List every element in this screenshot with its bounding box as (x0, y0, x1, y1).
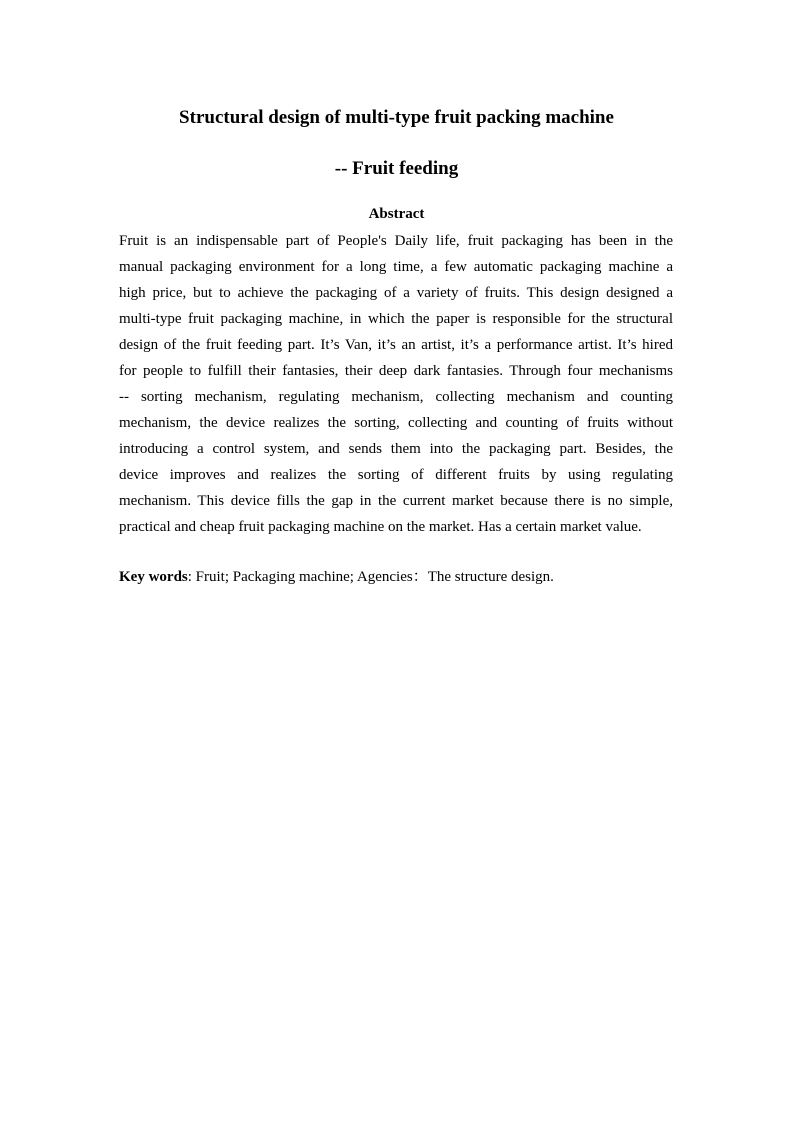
abstract-line: mechanism, the device realizes the sorting, collecting and counting of fruits without (119, 415, 673, 431)
abstract-body (119, 228, 673, 540)
abstract-line: manual packaging environment for a long time, a few automatic packaging machine a (119, 259, 673, 275)
abstract-line: for people to fulfill their fantasies, their deep dark fantasies. Through four mechanisms (119, 363, 673, 379)
abstract-line: mechanism. This device fills the gap in the current market because there is no simple, (119, 493, 673, 509)
abstract-line: Fruit is an indispensable part of People's Daily life, fruit packaging has been in the (119, 233, 673, 249)
abstract-line: device improves and realizes the sorting of different fruits by using regulating (119, 467, 673, 483)
paper-title: Structural design of multi-type fruit packing machine (179, 107, 614, 128)
abstract-line: introducing a control system, and sends them into the packaging part. Besides, the (119, 441, 673, 457)
paper-subtitle: -- Fruit feeding (334, 158, 459, 179)
abstract-line: high price, but to achieve the packaging of a variety of fruits. This design designed a (119, 285, 673, 301)
keywords (119, 566, 673, 588)
abstract-heading: Abstract (368, 206, 425, 222)
keywords-label: Key words (119, 569, 188, 585)
abstract-line: -- sorting mechanism, regulating mechanism, collecting mechanism and counting (119, 389, 673, 405)
abstract-line: design of the fruit feeding part. It’s Van, it’s an artist, it’s a performance artist. It’s hired (119, 337, 673, 353)
abstract-line: practical and cheap fruit packaging machine on the market. Has a certain market value. (119, 519, 642, 535)
abstract-line: multi-type fruit packaging machine, in which the paper is responsible for the structural (119, 311, 673, 327)
keywords-text: : Fruit; Packaging machine; Agencies：The structure design. (187, 569, 554, 585)
